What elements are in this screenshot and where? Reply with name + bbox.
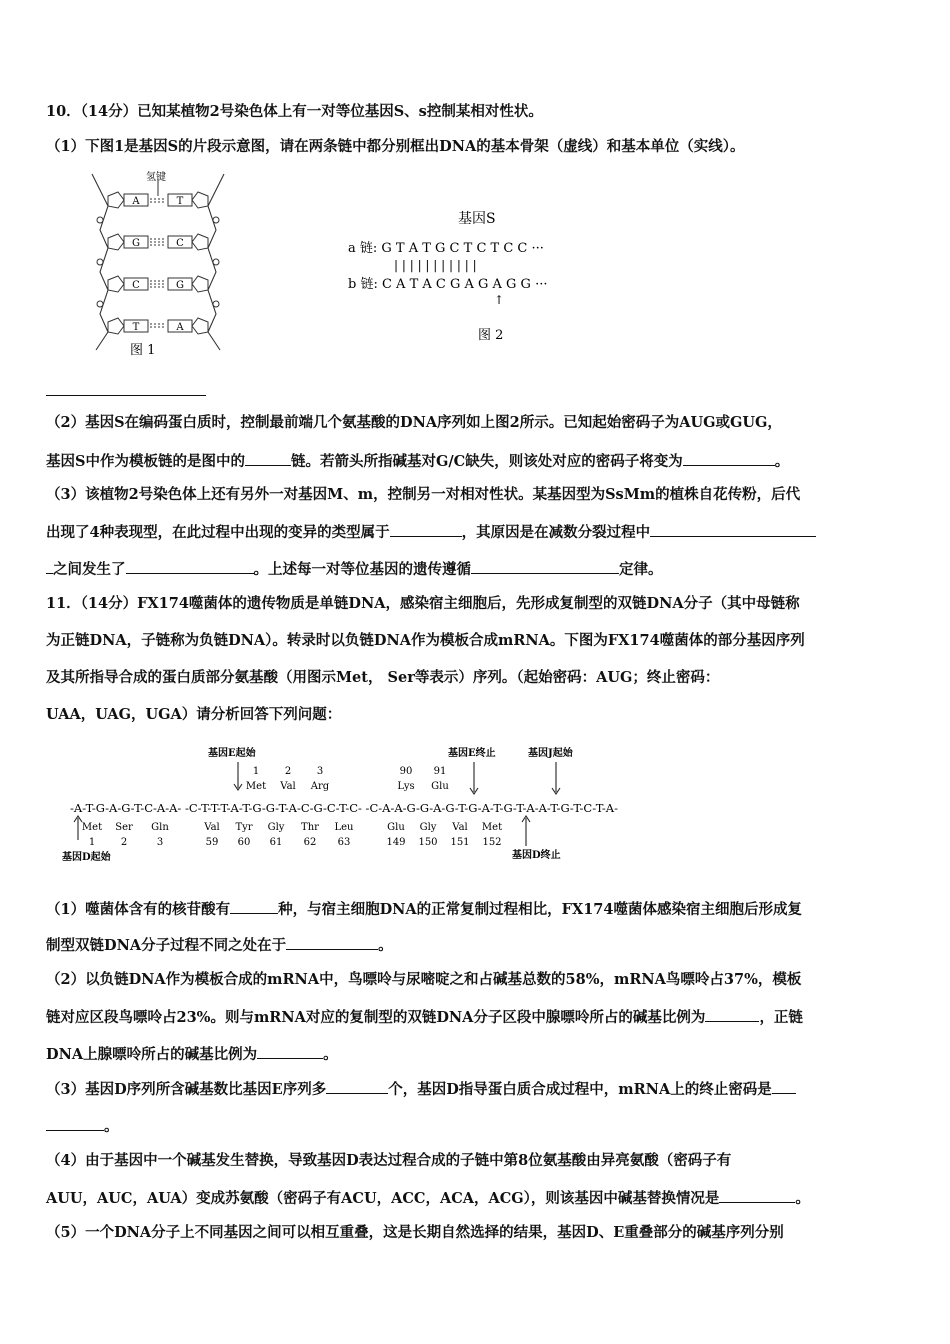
hydrogen-bond-label: 氢键	[146, 172, 166, 183]
deletion-arrow-icon: ↑	[494, 293, 505, 307]
figure-2-title: 基因S	[458, 211, 496, 227]
q10-part1: （1）下图1是基因S的片段示意图，请在两条链中都分别框出DNA的基本骨架（虚线）和基本单位（实线）。	[46, 138, 745, 155]
answer-blank[interactable]	[46, 559, 53, 574]
q11-part1-line1	[46, 899, 906, 920]
aa-number: 151	[450, 837, 470, 848]
base-right: A	[176, 322, 184, 333]
aa-number: 3	[316, 766, 324, 777]
gene-d-start-label: 基因D起始	[62, 852, 111, 863]
aa-number: 59	[205, 837, 219, 848]
amino-acid: Gly	[267, 822, 285, 833]
aa-number: 62	[303, 837, 317, 848]
base-pair-bonds: | | | | | | | | | | |	[394, 258, 477, 272]
aa-number: 3	[156, 837, 164, 848]
text: ，正链	[759, 1009, 803, 1026]
amino-acid: Gln	[151, 822, 169, 833]
answer-blank[interactable]	[705, 1007, 759, 1022]
amino-acid: Leu	[334, 822, 354, 833]
aa-number: 91	[433, 766, 447, 777]
amino-acid: Arg	[310, 781, 330, 792]
figure-1-caption: 图 1	[130, 343, 156, 358]
amino-acid: Lys	[397, 781, 415, 792]
answer-blank[interactable]	[126, 559, 254, 574]
amino-acid: Ser	[115, 822, 133, 833]
amino-acid: Val	[204, 822, 220, 833]
q11-part4-line2	[46, 1188, 906, 1209]
amino-acid: Thr	[301, 822, 319, 833]
q11-part3-line2	[46, 1116, 906, 1137]
text: 制型双链DNA分子过程不同之处在于	[46, 937, 287, 954]
gene-e-end-label: 基因E终止	[448, 748, 496, 759]
q10-part3-line3	[46, 559, 906, 580]
amino-acid: Glu	[387, 822, 405, 833]
amino-acid: Met	[81, 822, 103, 833]
aa-number: 63	[337, 837, 351, 848]
text: DNA上腺嘌呤所占的碱基比例为	[46, 1046, 258, 1063]
answer-blank[interactable]	[650, 522, 816, 537]
amino-acid: Met	[245, 781, 267, 792]
text: AUU，AUC，AUA）变成苏氨酸（密码子有ACU，ACC，ACA，ACG），则该基因中碱基替换情况是	[46, 1190, 720, 1207]
text: （1）噬菌体含有的核苷酸有	[46, 901, 231, 918]
text: 链。若箭头所指碱基对G/C缺失，则该处对应的密码子将变为	[290, 453, 683, 470]
dna-sequence: -A-T-G-A-G-T-C-A-A- -C-T-T-T-A-T-G-G-T-A-C-G-C-T-C- -C-A-A-G-G-A-G-T-G-A-T-G-T-A-A-T-G-T-C-T-A-	[70, 801, 619, 815]
figure-3-gene-sequence	[60, 742, 620, 867]
q11-part2-line2	[46, 1007, 906, 1028]
text: 基因S中作为模板链的是图中的	[46, 453, 245, 470]
chain-b-sequence: b 链: C A T A C G A G A G G ···	[348, 277, 548, 292]
q11-part1-line2	[46, 935, 906, 956]
text: 。	[323, 1046, 338, 1063]
text: 。	[795, 1190, 810, 1207]
q10-header: 10．（14分）已知某植物2号染色体上有一对等位基因S、s控制某相对性状。	[46, 103, 543, 120]
answer-blank[interactable]	[245, 451, 291, 466]
answer-blank[interactable]	[230, 899, 278, 914]
aa-number: 2	[120, 837, 128, 848]
q11-line2: 为正链DNA，子链称为负链DNA）。转录时以负链DNA作为模板合成mRNA。下图为FX174噬菌体的部分基因序列	[46, 632, 805, 649]
text: 。	[774, 453, 790, 470]
q11-line4: UAA，UAG，UGA）请分析回答下列问题：	[46, 706, 342, 723]
figure-2-caption: 图 2	[478, 328, 504, 343]
base-left: G	[132, 238, 140, 249]
answer-blank[interactable]	[326, 1079, 388, 1094]
answer-blank[interactable]	[390, 522, 462, 537]
figure-1-dna-fragment	[78, 168, 248, 364]
text: 出现了4种表现型，在此过程中出现的变异的类型属于	[46, 524, 390, 541]
q11-line3: 及其所指导合成的蛋白质部分氨基酸（用图示Met， Ser等表示）序列。（起始密码：AUG；终止密码：	[46, 669, 720, 686]
answer-blank[interactable]	[772, 1079, 796, 1094]
text: ，其原因是在减数分裂过程中	[461, 524, 651, 541]
answer-blank[interactable]	[257, 1044, 323, 1059]
text: 。	[378, 937, 393, 954]
text: 链对应区段鸟嘌呤占23%。则与mRNA对应的复制型的双链DNA分子区段中腺嘌呤所占的碱基比例为	[46, 1009, 706, 1026]
figure-2-gene-s	[340, 205, 590, 350]
answer-blank[interactable]	[46, 1116, 104, 1131]
text: （3）基因D序列所含碱基数比基因E序列多	[46, 1081, 327, 1098]
separator-line	[46, 395, 206, 396]
q10-part2-line2	[46, 451, 906, 472]
base-right: G	[176, 280, 184, 291]
aa-number: 2	[284, 766, 292, 777]
answer-blank[interactable]	[683, 451, 775, 466]
gene-e-start-label: 基因E起始	[208, 748, 256, 759]
amino-acid: Val	[280, 781, 296, 792]
text: 个，基因D指导蛋白质合成过程中，mRNA上的终止密码是	[388, 1081, 772, 1098]
q11-part5-line1: （5）一个DNA分子上不同基因之间可以相互重叠，这是长期自然选择的结果，基因D、E重叠部分的碱基序列分别	[46, 1224, 784, 1241]
q11-header: 11．（14分）FX174噬菌体的遗传物质是单链DNA，感染宿主细胞后，先形成复制型的双链DNA分子（其中母链称	[46, 595, 800, 612]
base-left: C	[132, 280, 140, 291]
aa-number: 152	[482, 837, 502, 848]
text: 。	[104, 1118, 119, 1135]
text: 。上述每一对等位基因的遗传遵循	[253, 561, 471, 578]
gene-j-start-label: 基因J起始	[528, 748, 573, 759]
q10-part3-line2	[46, 522, 906, 543]
text: 种，与宿主细胞DNA的正常复制过程相比，FX174噬菌体感染宿主细胞后形成复	[278, 901, 802, 918]
answer-blank[interactable]	[471, 559, 619, 574]
aa-number: 150	[418, 837, 438, 848]
q11-part2-line1: （2）以负链DNA作为模板合成的mRNA中，鸟嘌呤与尿嘧啶之和占碱基总数的58%，mRNA鸟嘌呤占37%，模板	[46, 971, 802, 988]
aa-number: 61	[269, 837, 283, 848]
amino-acid: Gly	[419, 822, 437, 833]
base-left: T	[132, 322, 140, 333]
aa-number: 149	[386, 837, 406, 848]
q10-part3-line1: （3）该植物2号染色体上还有另外一对基因M、m，控制另一对相对性状。某基因型为SsMm的植株自花传粉，后代	[46, 486, 801, 503]
aa-number: 1	[252, 766, 260, 777]
base-right: C	[176, 238, 184, 249]
aa-number: 60	[237, 837, 251, 848]
q11-part3-line1	[46, 1079, 906, 1100]
amino-acid: Met	[481, 822, 503, 833]
q11-part2-line3	[46, 1044, 906, 1065]
q10-part2-line1: （2）基因S在编码蛋白质时，控制最前端几个氨基酸的DNA序列如上图2所示。已知起始密码子为AUG或GUG，	[46, 414, 782, 431]
aa-number: 90	[399, 766, 413, 777]
amino-acid: Val	[452, 822, 468, 833]
amino-acid: Tyr	[235, 822, 253, 833]
chain-a-sequence: a 链: G T A T G C T C T C C ···	[348, 241, 544, 256]
base-right: T	[176, 196, 184, 207]
answer-blank[interactable]	[719, 1188, 795, 1203]
text: 定律。	[619, 561, 663, 578]
aa-number: 1	[88, 837, 96, 848]
base-left: A	[132, 196, 140, 207]
gene-d-end-label: 基因D终止	[512, 850, 561, 861]
amino-acid: Glu	[431, 781, 449, 792]
answer-blank[interactable]	[286, 935, 378, 950]
q11-part4-line1: （4）由于基因中一个碱基发生替换，导致基因D表达过程合成的子链中第8位氨基酸由异亮氨酸（密码子有	[46, 1152, 732, 1169]
text: 之间发生了	[53, 561, 126, 578]
